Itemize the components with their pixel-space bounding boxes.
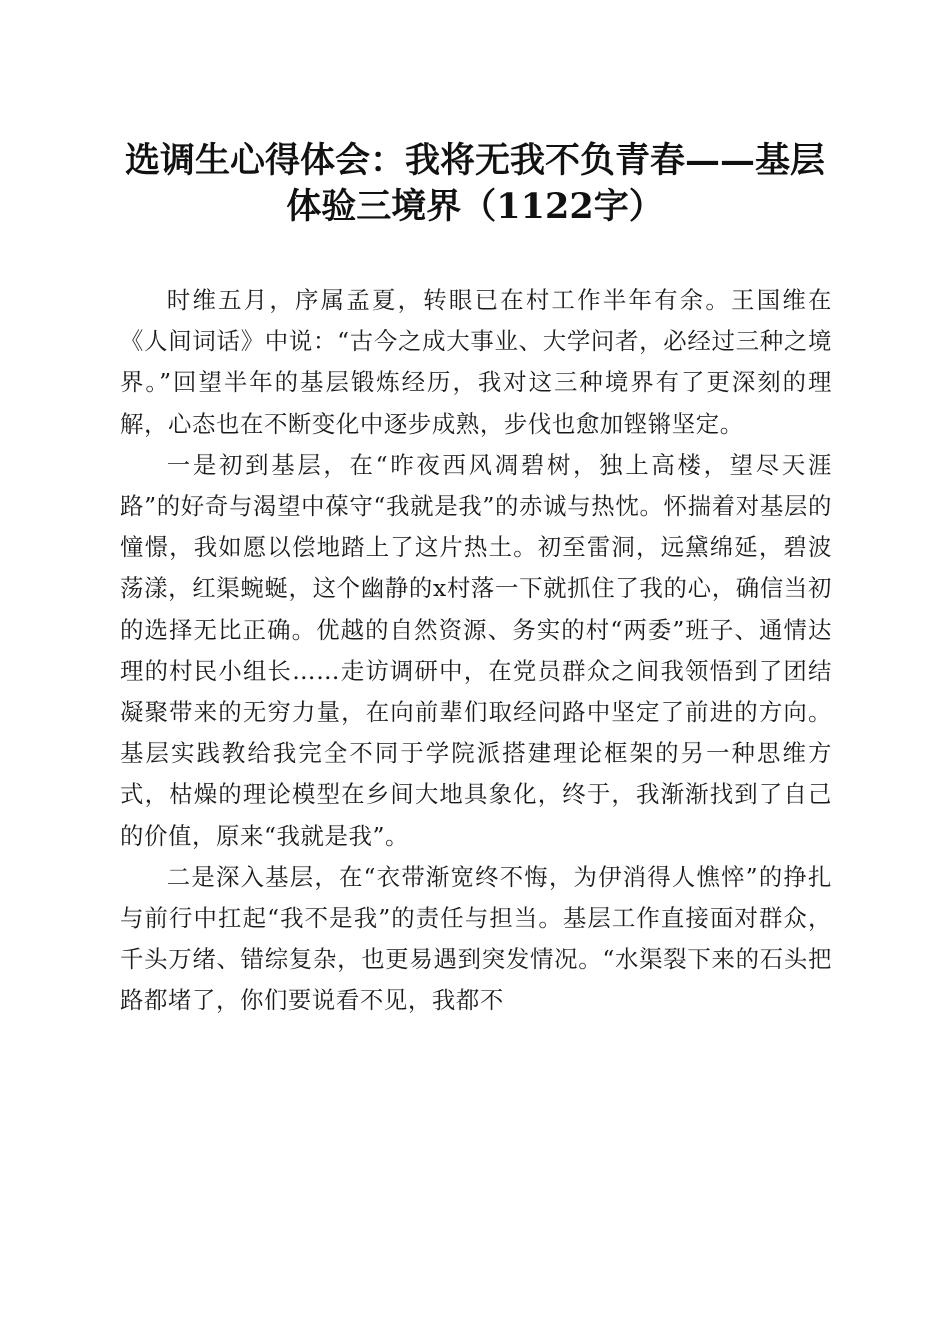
document-body: [120, 280, 832, 1022]
document-title: [100, 138, 850, 230]
title-line-1: 选调生心得体会：我将无我不负青春——基层: [124, 140, 825, 181]
paragraph-first-realm: 一是初到基层，在“昨夜西风凋碧树，独上高楼，望尽天涯路”的好奇与渴望中葆守“我就是我”的赤诚与热忱。怀揣着对基层的憧憬，我如愿以偿地踏上了这片热土。初至雷洞，远黛绵延，碧波荡漾，红渠蜿蜒，这个幽静的x村落一下就抓住了我的心，确信当初的选择无比正确。优越的自然资源、务实的村“两委”班子、通情达理的村民小组长……走访调研中，在党员群众之间我领悟到了团结凝聚带来的无穷力量，在向前辈们取经问路中坚定了前进的方向。基层实践教给我完全不同于学院派搭建理论框架的另一种思维方式，枯燥的理论模型在乡间大地具象化，终于，我渐渐找到了自己的价值，原来“我就是我”。: [120, 450, 832, 850]
paragraph-second-realm: 二是深入基层，在“衣带渐宽终不悔，为伊消得人憔悴”的挣扎与前行中扛起“我不是我”的责任与担当。基层工作直接面对群众，千头万绪、错综复杂，也更易遇到突发情况。“水渠裂下来的石头把路都堵了，你们要说看不见，我都不: [120, 862, 832, 1015]
title-line-2: 体验三境界（1122字）: [286, 186, 664, 227]
paragraph-intro: 时维五月，序属孟夏，转眼已在村工作半年有余。王国维在《人间词话》中说：“古今之成大事业、大学问者，必经过三种之境界。”回望半年的基层锻炼经历，我对这三种境界有了更深刻的理解，心态也在不断变化中逐步成熟，步伐也愈加铿锵坚定。: [120, 286, 832, 438]
